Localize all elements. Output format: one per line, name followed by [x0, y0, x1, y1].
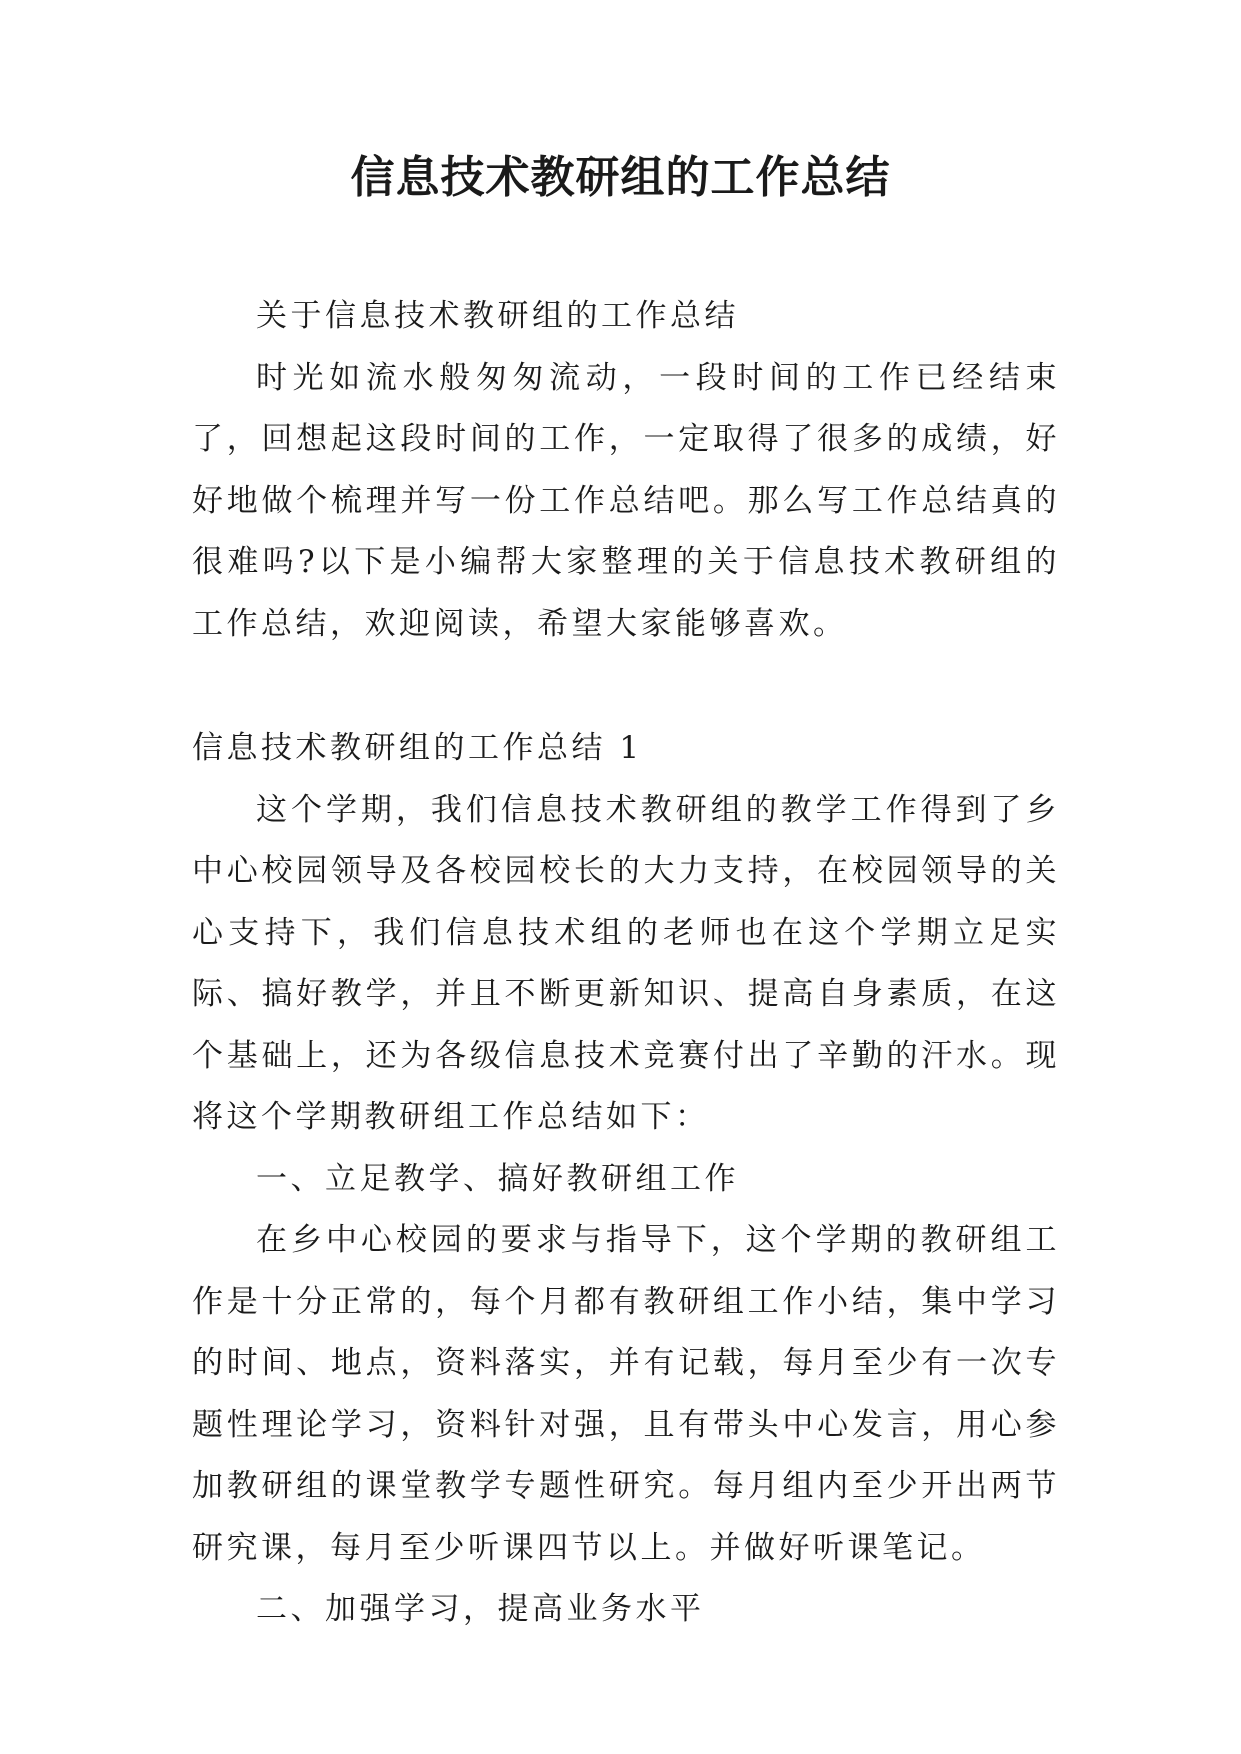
intro-paragraph: 时光如流水般匆匆流动，一段时间的工作已经结束了，回想起这段时间的工作，一定取得了很多的成绩，好好地做个梳理并写一份工作总结吧。那么写工作总结真的很难吗?以下是小编帮大家整理的关于信息技术教研组的工作总结，欢迎阅读，希望大家能够喜欢。 — [192, 359, 1060, 642]
section-paragraph: 这个学期，我们信息技术教研组的教学工作得到了乡中心校园领导及各校园校长的大力支持，在校园领导的关心支持下，我们信息技术组的老师也在这个学期立足实际、搞好教学，并且不断更新知识、提高自身素质，在这个基础上，还为各级信息技术竞赛付出了辛勤的汗水。现将这个学期教研组工作总结如下： — [192, 791, 1060, 1135]
intro-heading: 关于信息技术教研组的工作总结 — [256, 298, 739, 334]
point-heading-1: 一、立足教学、搞好教研组工作 — [256, 1160, 739, 1197]
document-title: 信息技术教研组的工作总结 — [350, 152, 891, 203]
document-body — [192, 286, 1060, 1641]
section-spacer — [192, 655, 1060, 718]
point-heading-2: 二、加强学习，提高业务水平 — [256, 1591, 705, 1627]
point-paragraph-1: 在乡中心校园的要求与指导下，这个学期的教研组工作是十分正常的，每个月都有教研组工作小结，集中学习的时间、地点，资料落实，并有记载，每月至少有一次专题性理论学习，资料针对强，且有带头中心发言，用心参加教研组的课堂教学专题性研究。每月组内至少开出两节研究课，每月至少听课四节以上。并做好听课笔记。 — [192, 1222, 1060, 1566]
section-heading: 信息技术教研组的工作总结 1 — [192, 730, 643, 766]
